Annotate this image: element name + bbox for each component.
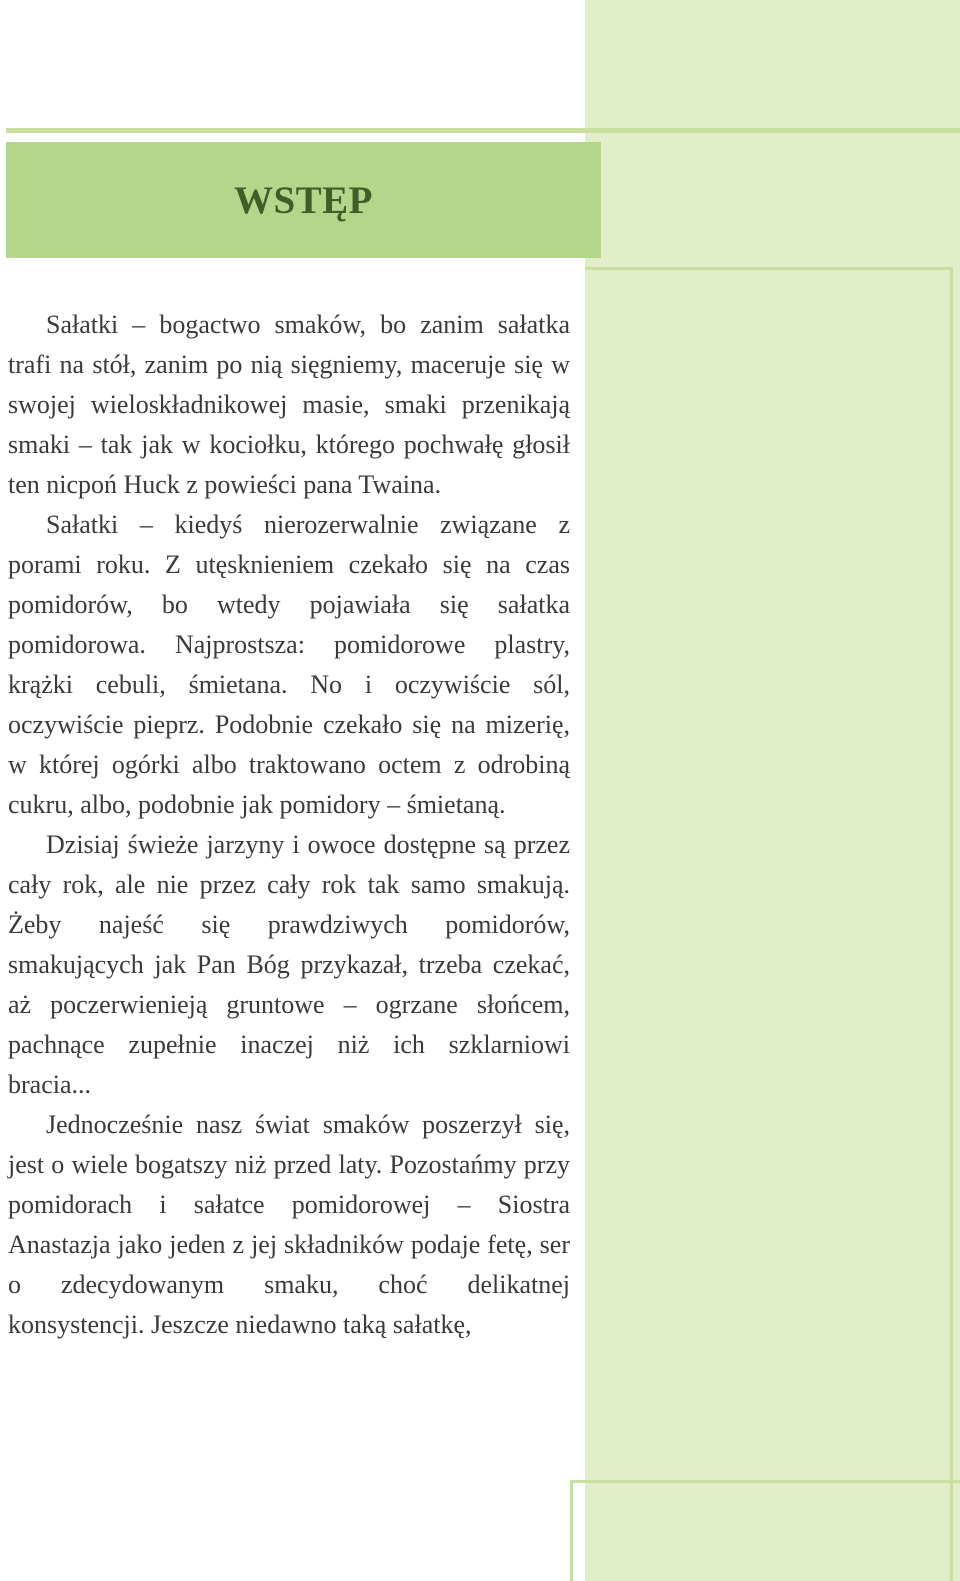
paragraph-2: Sałatki – kiedyś nierozerwalnie związane z porami roku. Z utęsknieniem czekało się na czas pomidorów, bo wtedy pojawiała się sałatka pomidorowa. Najprostsza: pomidorowe plastry, krążki cebuli, śmietana. No i oczywiście sól, oczywiście pieprz. Podobnie czekało się na mizerię, w której ogórki albo traktowano octem z odrobiną cukru, albo, podobnie jak pomidory – śmietaną. [8,510,570,819]
bottom-frame-left-line [570,1480,573,1581]
bottom-frame-top-line [570,1480,960,1483]
paragraph-4: Jednocześnie nasz świat smaków poszerzył się, jest o wiele bogatszy niż przed laty. Pozostańmy przy pomidorach i sałatce pomidorowej – Siostra Anastazja jako jeden z jej składników podaje fetę, ser o zdecydowanym smaku, choć delikatnej konsystencji. Jeszcze niedawno taką sałatkę, [8,1110,570,1339]
paragraph-1: Sałatki – bogactwo smaków, bo zanim sałatka trafi na stół, zanim po nią sięgniemy, maceruje się w swojej wieloskładnikowej masie, smaki przenikają smaki – tak jak w kociołku, którego pochwałę głosił ten nicpoń Huck z powieści pana Twaina. [8,310,570,499]
frame-top-line [585,267,953,270]
paragraph-3: Dzisiaj świeże jarzyny i owoce dostępne są przez cały rok, ale nie przez cały rok tak samo smakują. Żeby najeść się prawdziwych pomidorów, smakujących jak Pan Bóg przykazał, trzeba czekać, aż poczerwienieją gruntowe – ogrzane słońcem, pachnące zupełnie inaczej niż ich szklarniowi bracia... [8,830,570,1099]
top-rule [6,128,960,133]
body-text [8,305,570,1345]
frame-right-line [950,267,953,1581]
page-title: WSTĘP [233,178,374,222]
side-panel [585,0,960,1581]
